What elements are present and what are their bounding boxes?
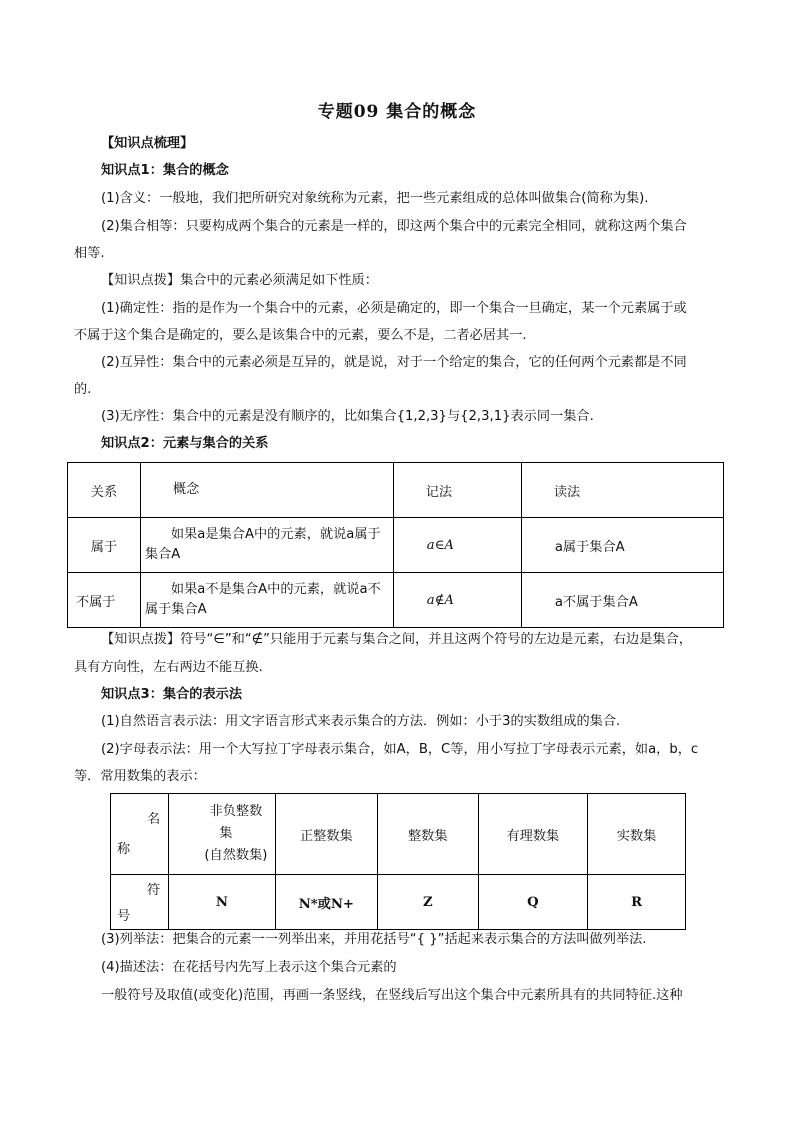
paragraph: (2)字母表示法：用一个大写拉丁字母表示集合，如A，B，C等，用小写拉丁字母表示元素，如a，b，c	[101, 742, 699, 757]
symbol-cell: Z	[377, 875, 478, 930]
paragraph: 的.	[74, 382, 92, 397]
knowledge-1-title: 知识点1：集合的概念	[101, 163, 229, 178]
table-row	[68, 518, 724, 573]
paragraph: 一般符号及取值(或变化)范围，再画一条竖线，在竖线后写出这个集合中元素所具有的共同特征.这种	[101, 988, 683, 1003]
corner-cell	[111, 794, 169, 875]
paragraph: 具有方向性，左右两边不能互换.	[74, 660, 263, 675]
tip-paragraph: 【知识点拨】符号“∈”和“∉”只能用于元素与集合之间，并且这两个符号的左边是元素，右边是集合，	[101, 632, 692, 647]
corner-label: 号	[117, 909, 131, 924]
table-header-cell: 实数集	[588, 794, 686, 875]
paragraph: (4)描述法：在花括号内先写上表示这个集合元素的	[101, 960, 397, 975]
tip-paragraph: 【知识点拨】集合中的元素必须满足如下性质：	[101, 273, 378, 288]
corner-label: 名	[147, 812, 161, 827]
notation-cell: a∉A	[393, 573, 521, 628]
relation-table	[67, 462, 724, 628]
table-header-cell: 关系	[68, 463, 141, 518]
table-header-cell	[169, 794, 276, 875]
relation-cell: 不属于	[68, 573, 141, 628]
paragraph: (1)含义：一般地，我们把所研究对象统称为元素，把一些元素组成的总体叫做集合(简称为集).	[101, 191, 649, 206]
table-header-cell: 整数集	[377, 794, 478, 875]
symbol-cell: N*或N+	[275, 875, 377, 930]
concept-cell: 如果a是集合A中的元素，就说a属于集合A	[140, 518, 393, 573]
header-line: 集	[219, 826, 233, 841]
header-line: 非负整数	[209, 804, 263, 819]
paragraph: (1)确定性：指的是作为一个集合中的元素，必须是确定的，即一个集合一旦确定，某一个元素属于或	[101, 301, 687, 316]
header-line: (自然数集)	[204, 848, 268, 863]
reading-cell: a属于集合A	[521, 518, 723, 573]
corner-cell	[111, 875, 169, 930]
table-header-cell: 正整数集	[275, 794, 377, 875]
corner-label: 称	[117, 842, 131, 857]
page-title: 专题09 集合的概念	[317, 102, 477, 122]
corner-label: 符	[147, 883, 161, 898]
notation-cell: a∈A	[393, 518, 521, 573]
knowledge-3-title: 知识点3：集合的表示法	[101, 687, 243, 702]
symbol-cell: N	[169, 875, 276, 930]
paragraph: (2)互异性：集合中的元素必须是互异的，就是说，对于一个给定的集合，它的任何两个元素都是不同	[101, 355, 687, 370]
paragraph: (3)无序性：集合中的元素是没有顺序的，比如集合{1,2,3}与{2,3,1}表示同一集合.	[101, 409, 594, 424]
paragraph: (3)列举法：把集合的元素一一列举出来，并用花括号“{ }”括起来表示集合的方法叫做列举法.	[101, 932, 647, 947]
relation-cell: 属于	[68, 518, 141, 573]
table-header-row	[111, 794, 686, 875]
paragraph: 等．常用数集的表示：	[74, 769, 206, 784]
symbol-cell: R	[588, 875, 686, 930]
table-row	[111, 875, 686, 930]
table-header-cell: 读法	[521, 463, 723, 518]
section-header: 【知识点梳理】	[101, 136, 194, 151]
table-header-cell: 有理数集	[478, 794, 587, 875]
symbol-cell: Q	[478, 875, 587, 930]
table-header-row	[68, 463, 724, 518]
paragraph: (2)集合相等：只要构成两个集合的元素是一样的，即这两个集合中的元素完全相同，就称这两个集合	[101, 219, 687, 234]
paragraph: 不属于这个集合是确定的，要么是该集合中的元素，要么不是，二者必居其一.	[74, 328, 527, 343]
reading-cell: a不属于集合A	[521, 573, 723, 628]
number-sets-table	[110, 793, 686, 930]
table-header-cell: 概念	[140, 463, 393, 518]
table-header-cell: 记法	[393, 463, 521, 518]
paragraph: 相等.	[74, 246, 105, 261]
knowledge-2-title: 知识点2：元素与集合的关系	[101, 436, 269, 451]
table-row	[68, 573, 724, 628]
paragraph: (1)自然语言表示法：用文字语言形式来表示集合的方法．例如：小于3的实数组成的集合.	[101, 714, 621, 729]
concept-cell: 如果a不是集合A中的元素，就说a不属于集合A	[140, 573, 393, 628]
